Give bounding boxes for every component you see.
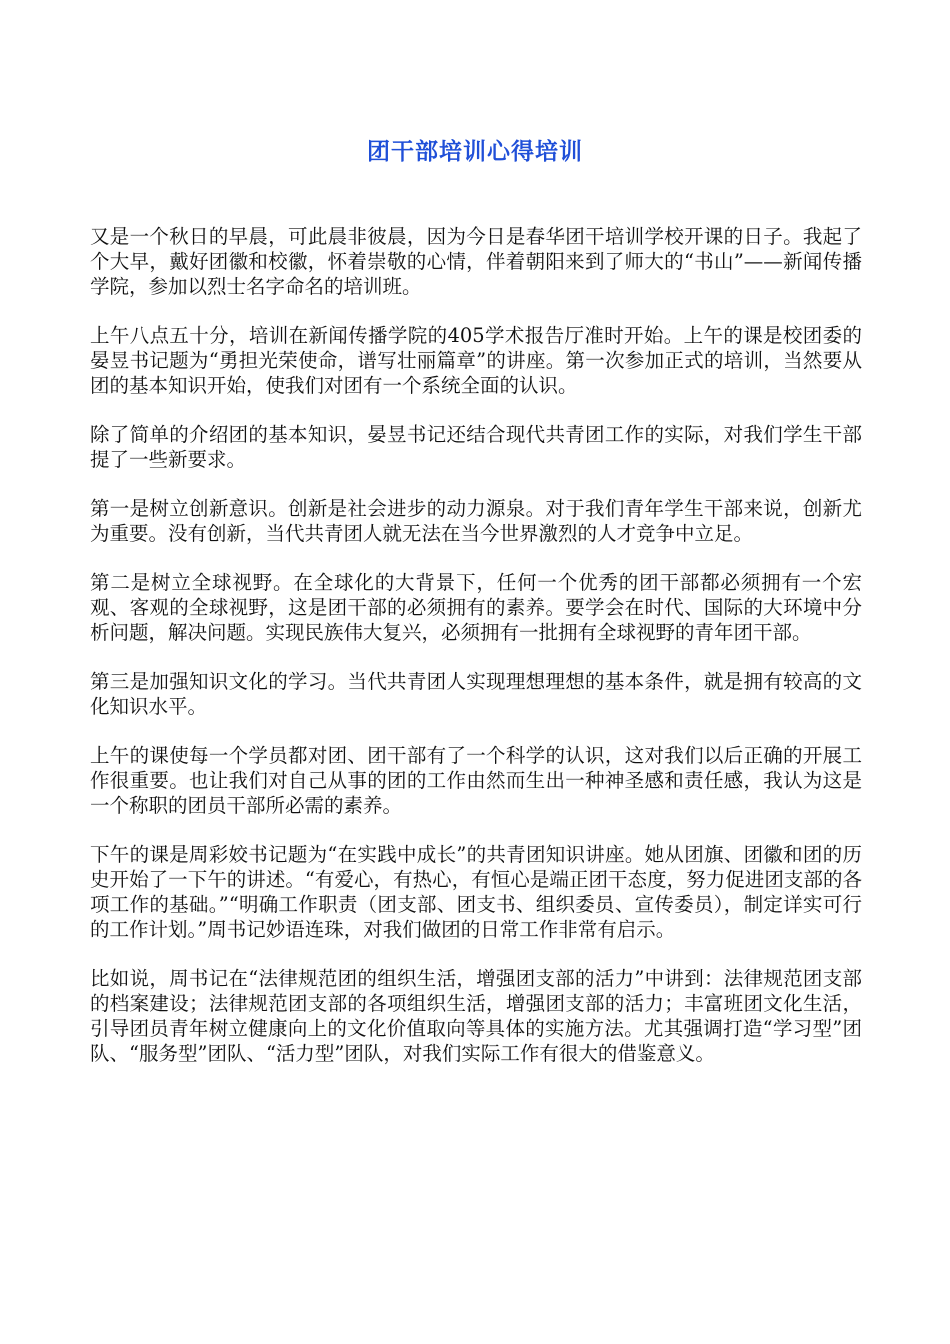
paragraph: 比如说，周书记在“法律规范团的组织生活，增强团支部的活力”中讲到：法律规范团支部的档案建设；法律规范团支部的各项组织生活，增强团支部的活力；丰富班团文化生活，引导团员青年树立健康向上的文化价值取向等具体的实施方法。尤其强调打造“学习型”团队、“服务型”团队、“活力型”团队，对我们实际工作有很大的借鉴意义。 bbox=[90, 967, 862, 1065]
paragraph: 第二是树立全球视野。在全球化的大背景下，任何一个优秀的团干部都必须拥有一个宏观、客观的全球视野，这是团干部的必须拥有的素养。要学会在时代、国际的大环境中分析问题，解决问题。实现民族伟大复兴，必须拥有一批拥有全球视野的青年团干部。 bbox=[90, 571, 862, 644]
paragraph: 第一是树立创新意识。创新是社会进步的动力源泉。对于我们青年学生干部来说，创新尤为重要。没有创新，当代共青团人就无法在当今世界激烈的人才竞争中立足。 bbox=[90, 497, 862, 545]
paragraph: 除了简单的介绍团的基本知识，晏昱书记还结合现代共青团工作的实际，对我们学生干部提了一些新要求。 bbox=[90, 423, 862, 471]
paragraph: 下午的课是周彩姣书记题为“在实践中成长”的共青团知识讲座。她从团旗、团徽和团的历史开始了一下午的讲述。“有爱心，有热心，有恒心是端正团干态度，努力促进团支部的各项工作的基础。”“明确工作职责（团支部、团支书、组织委员、宣传委员），制定详实可行的工作计划。”周书记妙语连珠，对我们做团的日常工作非常有启示。 bbox=[90, 843, 862, 941]
document-body bbox=[90, 224, 862, 1090]
document-title: 团干部培训心得培训 bbox=[367, 139, 583, 165]
paragraph: 第三是加强知识文化的学习。当代共青团人实现理想理想的基本条件，就是拥有较高的文化知识水平。 bbox=[90, 670, 862, 718]
paragraph: 上午的课使每一个学员都对团、团干部有了一个科学的认识，这对我们以后正确的开展工作很重要。也让我们对自己从事的团的工作由然而生出一种神圣感和责任感，我认为这是一个称职的团员干部所必需的素养。 bbox=[90, 744, 862, 817]
paragraph: 又是一个秋日的早晨，可此晨非彼晨，因为今日是春华团干培训学校开课的日子。我起了个大早，戴好团徽和校徽，怀着崇敬的心情，伴着朝阳来到了师大的“书山”——新闻传播学院，参加以烈士名字命名的培训班。 bbox=[90, 225, 862, 298]
paragraph: 上午八点五十分，培训在新闻传播学院的405学术报告厅准时开始。上午的课是校团委的晏昱书记题为“勇担光荣使命，谱写壮丽篇章”的讲座。第一次参加正式的培训，当然要从团的基本知识开始，使我们对团有一个系统全面的认识。 bbox=[90, 324, 862, 397]
